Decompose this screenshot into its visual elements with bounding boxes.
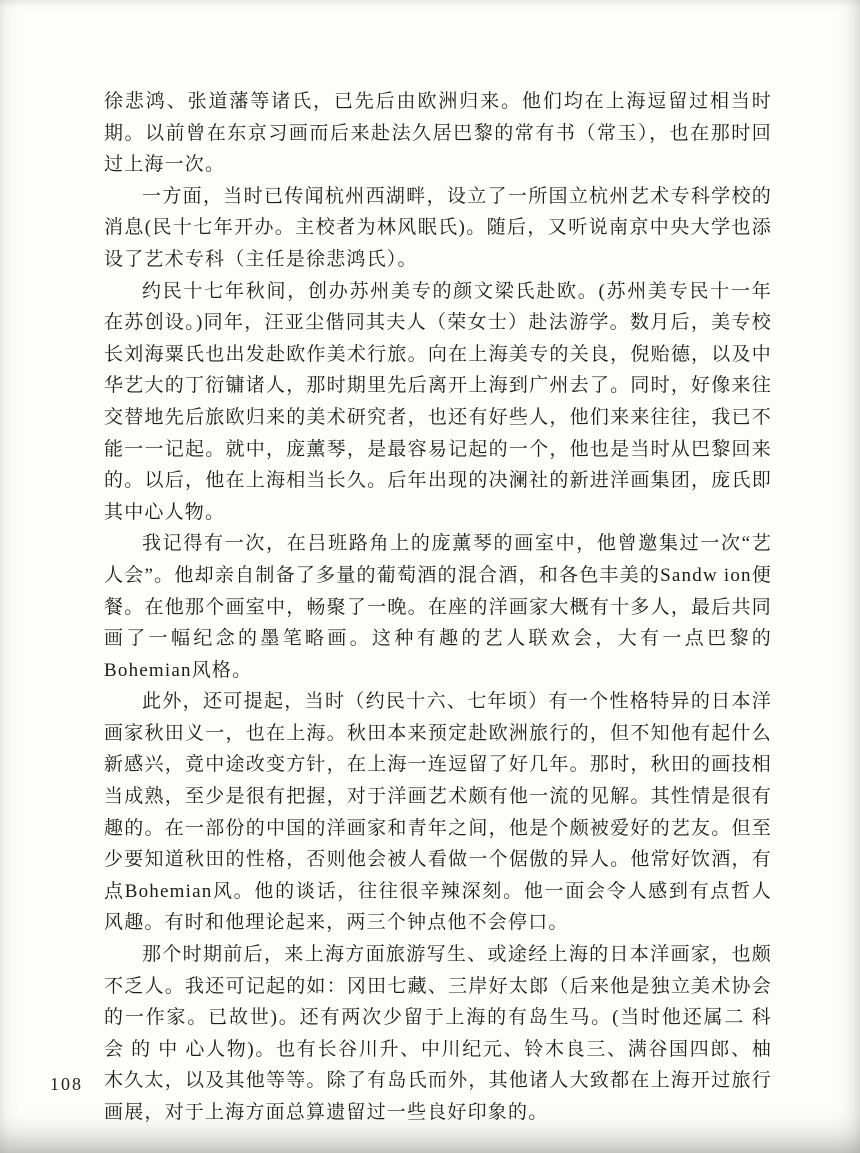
text-block — [104, 86, 772, 1129]
paragraph: 此外，还可提起，当时（约民十六、七年顷）有一个性格特异的日本洋画家秋田义一，也在上海。秋田本来预定赴欧洲旅行的，但不知他有起什么新感兴，竟中途改变方针，在上海一连逗留了好几年。那时，秋田的画技相当成熟，至少是很有把握，对于洋画艺术颇有他一流的见解。其性情是很有趣的。在一部份的中国的洋画家和青年之间，他是个颇被爱好的艺友。但至少要知道秋田的性格，否则他会被人看做一个倨傲的异人。他常好饮酒，有点Bohemian风。他的谈话，往往很辛辣深刻。他一面会令人感到有点哲人风趣。有时和他理论起来，两三个钟点他不会停口。 — [104, 691, 772, 934]
paragraph: 一方面，当时已传闻杭州西湖畔，设立了一所国立杭州艺术专科学校的消息(民十七年开办。主校者为林风眠氏)。随后，又听说南京中央大学也添设了艺术专科（主任是徐悲鸿氏）。 — [104, 185, 772, 270]
paragraph: 那个时期前后，来上海方面旅游写生、或途经上海的日本洋画家，也颇不乏人。我还可记起的如：冈田七藏、三岸好太郎（后来他是独立美术协会的一作家。已故世)。还有两次少留于上海的有岛生马。(当时他还属二 科 会 的 中 心人物)。也有长谷川升、中川纪元、铃木良三、满谷国四郎、柚木久太，以及其他等等。除了有岛氏而外，其他诸人大致都在上海开过旅行画展，对于上海方面总算遗留过一些良好印象的。 — [104, 944, 772, 1123]
paragraph: 我记得有一次，在吕班路角上的庞薰琴的画室中，他曾邀集过一次“艺人会”。他却亲自制备了多量的葡萄酒的混合酒，和各色丰美的Sandw ion便餐。在他那个画室中，畅聚了一晚。在座的洋画家大概有十多人，最后共同画了一幅纪念的墨笔略画。这种有趣的艺人联欢会，大有一点巴黎的Bohemian风格。 — [104, 533, 772, 681]
page-number: 108 — [50, 1074, 83, 1094]
paragraph-continuation: 徐悲鸿、张道藩等诸氏，已先后由欧洲归来。他们均在上海逗留过相当时期。以前曾在东京习画而后来赴法久居巴黎的常有书（常玉），也在那时回过上海一次。 — [104, 91, 772, 176]
paragraph: 约民十七年秋间，创办苏州美专的颜文梁氏赴欧。(苏州美专民十一年在苏创设。)同年，汪亚尘偕同其夫人（荣女士）赴法游学。数月后，美专校长刘海粟氏也出发赴欧作美术行旅。向在上海美专的关良，倪贻德，以及中华艺大的丁衍镛诸人，那时期里先后离开上海到广州去了。同时，好像来往交替地先后旅欧归来的美术研究者，也还有好些人，他们来来往往，我已不能一一记起。就中，庞薰琴，是最容易记起的一个，他也是当时从巴黎回来的。以后，他在上海相当长久。后年出现的决澜社的新进洋画集团，庞氏即其中心人物。 — [104, 280, 772, 523]
